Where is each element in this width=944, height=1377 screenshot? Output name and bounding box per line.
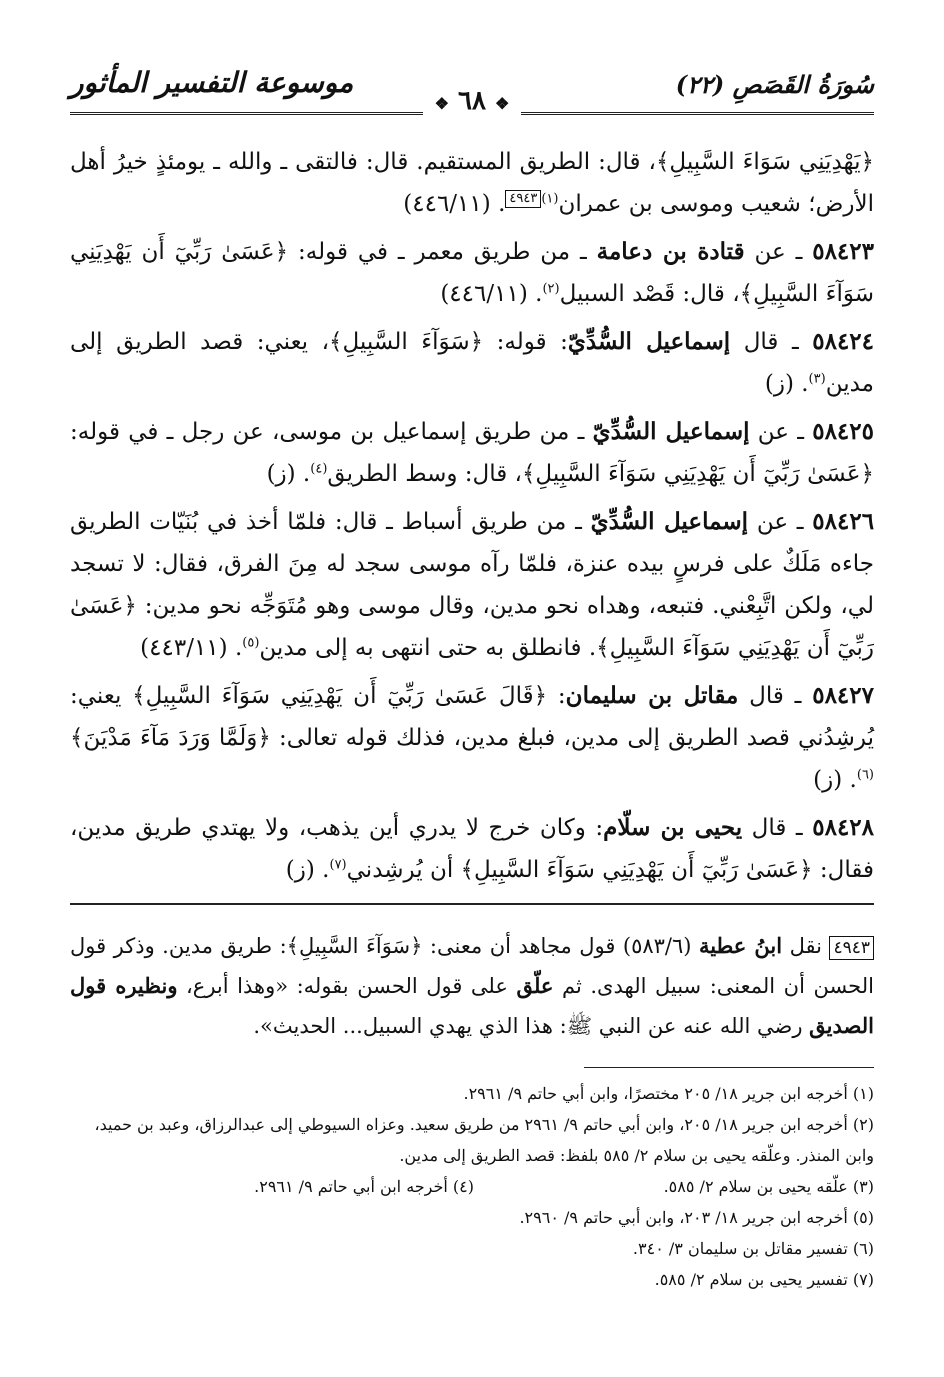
entry-lead: ـ قال	[749, 683, 802, 709]
entry-text: : ﴿قَالَ عَسَىٰ رَبِّيٓ أَن يَهْدِيَنِي سَوَآءَ السَّبِيلِ﴾ يعني: يُرشِدُني قصد الطريق إلى مدين، فبلغ مدين، فذلك قوله تعالى: ﴿وَلَمَّا وَرَدَ مَآءَ مَدْيَنَ﴾	[70, 683, 874, 751]
footnote-ref[interactable]: (٤)	[310, 461, 328, 477]
entry-number: ٥٨٤٢٦	[812, 508, 875, 535]
footnote-3: (٣) علّقه يحيى بن سلام ٢/ ٥٨٥.	[663, 1177, 874, 1196]
commentary-note	[70, 926, 874, 1046]
commentary-text: نقل	[789, 934, 822, 958]
entry-text: : قوله: ﴿سَوَآءَ السَّبِيلِ﴾، يعني: قصد الطريق إلى مدين	[70, 329, 874, 397]
footnote-row	[70, 1171, 874, 1202]
entry-text: ـ من طريق أسباط ـ قال: فلمّا أخذ في بُنَيّات الطريق جاءه مَلَكٌ على فرسٍ بيده عنزة، فلمّا رآه موسى سجد له مِنَ الفرق، فقال: لا تسجد لي، ولكن اتَّبِعْني. فتبعه، وهداه نحو مدين، وقال موسى وهو مُتَوَجِّه نحو مدين: ﴿عَسَىٰ رَبِّيٓ أَن يَهْدِيَنِي سَوَآءَ السَّبِيلِ﴾. فانطلق به حتى انتهى به إلى مدين	[70, 509, 874, 661]
entry-text: ﴿يَهْدِيَنِي سَوَاءَ السَّبِيلِ﴾، قال: الطريق المستقيم. قال: فالتقى ـ والله ـ يومئذٍ خيرُ أهل الأرض؛ شعيب وموسى بن عمران	[70, 149, 874, 217]
entry-58427	[70, 675, 874, 801]
footnote-ref[interactable]: (٣)	[808, 371, 826, 387]
entry-narrator: مقاتل بن سليمان	[565, 682, 739, 709]
commentary-author: ابنُ عطية	[698, 933, 783, 958]
entry-58423	[70, 231, 874, 315]
footnote-4: (٤) أخرجه ابن أبي حاتم ٩/ ٢٩٦١.	[254, 1177, 474, 1196]
entry-narrator: إسماعيل السُّدِّيّ	[592, 418, 750, 445]
book-title: موسوعة التفسير المأثور	[70, 66, 354, 99]
footnote-7: (٧) تفسير يحيى بن سلام ٢/ ٥٨٥.	[654, 1270, 874, 1289]
commentary-emphasis: علّق	[516, 973, 554, 998]
entry-source: . (ز)	[266, 461, 311, 487]
page-number-text: ٦٨	[458, 86, 486, 116]
main-text	[70, 141, 874, 891]
ornament-icon: ❖	[434, 94, 449, 113]
footnote-2: (٢) أخرجه ابن جرير ١٨/ ٢٠٥، وابن أبي حاتم ٩/ ٢٩٦١ من طريق سعيد. وعزاه السيوطي إلى عبدالرزاق، وعبد بن حميد، وابن المنذر. وعلّقه يحيى بن سلام ٢/ ٥٨٥ بلفظ: قصد الطريق إلى مدين.	[94, 1115, 874, 1165]
entry-source: . (ز)	[764, 371, 809, 397]
entry-source: . (٤٤٦/١١)	[403, 191, 506, 217]
footnote-ref[interactable]: (١)	[541, 191, 559, 207]
footnote-ref[interactable]: (٢)	[542, 281, 560, 297]
entry-number: ٥٨٤٢٨	[812, 814, 875, 841]
entry-58424	[70, 321, 874, 405]
commentary-text: رضي الله عنه عن النبي ﷺ: هذا الذي يهدي السبيل... الحديث».	[253, 1014, 803, 1038]
entry-source: . (ز)	[285, 857, 330, 883]
entry-lead: ـ عن	[757, 419, 804, 445]
entry-source: . (ز)	[813, 767, 857, 793]
commentary-number-box: ٤٩٤٣	[829, 936, 874, 960]
ornament-icon: ❖	[495, 94, 510, 113]
page-number-wrap	[70, 86, 874, 116]
commentary-text: (٥٨٣/٦) قول مجاهد أن معنى: ﴿سَوَآءَ السَّبِيلِ﴾: طريق مدين. وذكر قول الحسن أن المعنى: سبيل الهدى. ثم	[70, 934, 874, 998]
entry-58426	[70, 501, 874, 669]
footnote-6: (٦) تفسير مقاتل بن سليمان ٣/ ٣٤٠.	[632, 1239, 874, 1258]
entry-continuation	[70, 141, 874, 225]
entry-number: ٥٨٤٢٤	[812, 328, 875, 355]
page-number	[423, 86, 522, 116]
footnotes-divider	[584, 1067, 874, 1068]
footnote-ref[interactable]: (٦)	[856, 767, 874, 783]
entry-source: . (٤٤٦/١١)	[440, 281, 543, 307]
entry-number: ٥٨٤٢٣	[812, 238, 874, 265]
entry-narrator: إسماعيل السُّدِّيّ	[567, 328, 731, 355]
commentary-ref-box[interactable]: ٤٩٤٣	[505, 190, 541, 208]
entry-source: . (٤٤٣/١١)	[140, 635, 243, 661]
footnote-ref[interactable]: (٥)	[242, 635, 260, 651]
entry-lead: ـ قال	[751, 815, 803, 841]
entry-text: : وكان خرج لا يدري أين يذهب، ولا يهتدي طريق مدين، فقال: ﴿عَسَىٰ رَبِّيٓ أَن يَهْدِيَنِي سَوَآءَ السَّبِيلِ﴾ أن يُرشِدني	[70, 815, 874, 883]
book-page	[70, 60, 874, 1377]
footnote-ref[interactable]: (٧)	[329, 857, 347, 873]
entry-text: ـ من طريق إسماعيل بن موسى، عن رجل ـ في قوله: ﴿عَسَىٰ رَبِّيٓ أَن يَهْدِيَنِي سَوَآءَ السَّبِيلِ﴾، قال: وسط الطريق	[70, 419, 874, 487]
surah-title: سُورَةُ القَصَصِ (٢٢)	[675, 70, 874, 99]
commentary-text: على قول الحسن بقوله: «وهذا أبرع،	[186, 974, 508, 998]
entry-narrator: قتادة بن دعامة	[596, 238, 745, 265]
entry-58425	[70, 411, 874, 495]
entry-number: ٥٨٤٢٧	[812, 682, 874, 709]
page-header	[70, 60, 874, 115]
footnotes	[70, 1078, 874, 1295]
footnote-5: (٥) أخرجه ابن جرير ١٨/ ٢٠٣، وابن أبي حاتم ٩/ ٢٩٦٠.	[519, 1208, 874, 1227]
commentary-emphasis: ونظيره قول الصديق	[70, 973, 874, 1038]
footnote-1: (١) أخرجه ابن جرير ١٨/ ٢٠٥ مختصرًا، وابن أبي حاتم ٩/ ٢٩٦١.	[463, 1084, 874, 1103]
entry-narrator: يحيى بن سلّام	[603, 814, 743, 841]
commentary-divider	[70, 903, 874, 905]
entry-lead: ـ عن	[756, 509, 804, 535]
entry-58428	[70, 807, 874, 891]
entry-lead: ـ عن	[754, 239, 803, 265]
entry-narrator: إسماعيل السُّدِّيّ	[590, 508, 749, 535]
entry-lead: ـ قال	[743, 329, 799, 355]
entry-number: ٥٨٤٢٥	[812, 418, 874, 445]
entry-text: ـ من طريق معمر ـ في قوله: ﴿عَسَىٰ رَبِّيٓ أَن يَهْدِيَنِي سَوَآءَ السَّبِيلِ﴾، قال: قَصْد السبيل	[70, 239, 874, 307]
